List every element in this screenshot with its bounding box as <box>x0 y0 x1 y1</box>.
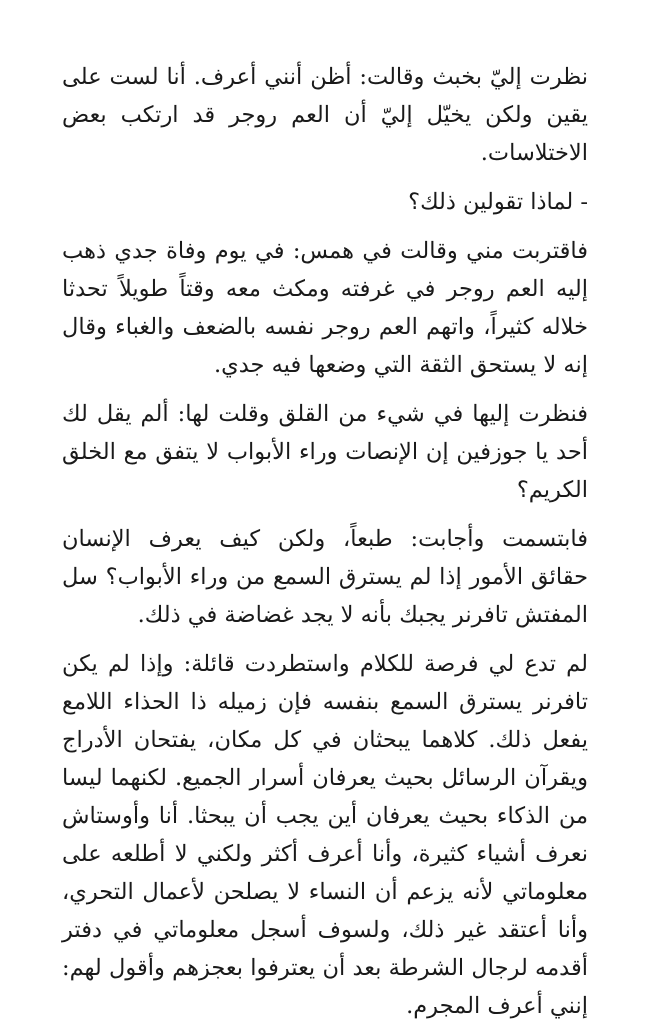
paragraph-2-dialogue: - لماذا تقولين ذلك؟ <box>408 189 588 215</box>
paragraph-4: فنظرت إليها في شيء من القلق وقلت لها: ألم يقل لك أحد يا جوزفين إن الإنصات وراء الأبواب لا يتفق مع الخلق الكريم؟ <box>62 401 588 503</box>
paragraph-5: فابتسمت وأجابت: طبعاً، ولكن كيف يعرف الإنسان حقائق الأمور إذا لم يسترق السمع من وراء الأبواب؟ سل المفتش تافرنر يجبك بأنه لا يجد غضاضة في ذلك. <box>62 526 588 628</box>
paragraph-1: نظرت إليّ بخبث وقالت: أظن أنني أعرف. أنا لست على يقين ولكن يخيّل إليّ أن العم روجر قد ارتكب بعض الاختلاسات. <box>62 64 588 166</box>
paragraph-6: لم تدع لي فرصة للكلام واستطردت قائلة: وإذا لم يكن تافرنر يسترق السمع بنفسه فإن زميله ذا الحذاء اللامع يفعل ذلك. كلاهما يبحثان في كل مكان، يفتحان الأدراج ويقرآن الرسائل بحيث يعرفان أسرار الجميع. لكنهما ليسا من الذكاء بحيث يعرفان أين يجب أن يبحثا. أنا وأوستاش نعرف أشياء كثيرة، وأنا أعرف أكثر ولكني لا أطلعه على معلوماتي لأنه يزعم أن النساء لا يصلحن لأعمال التحري، وأنا أعتقد غير ذلك، ولسوف أسجل معلوماتي في دفتر أقدمه لرجال الشرطة بعد أن يعترفوا بعجزهم وأقول لهم: إنني أعرف المجرم. <box>62 651 588 1019</box>
book-page-text <box>62 58 588 1036</box>
paragraph-3: فاقتربت مني وقالت في همس: في يوم وفاة جدي ذهب إليه العم روجر في غرفته ومكث معه وقتاً طويلاً تحدثا خلاله كثيراً، واتهم العم روجر نفسه بالضعف والغباء وقال إنه لا يستحق الثقة التي وضعها فيه جدي. <box>62 238 588 378</box>
